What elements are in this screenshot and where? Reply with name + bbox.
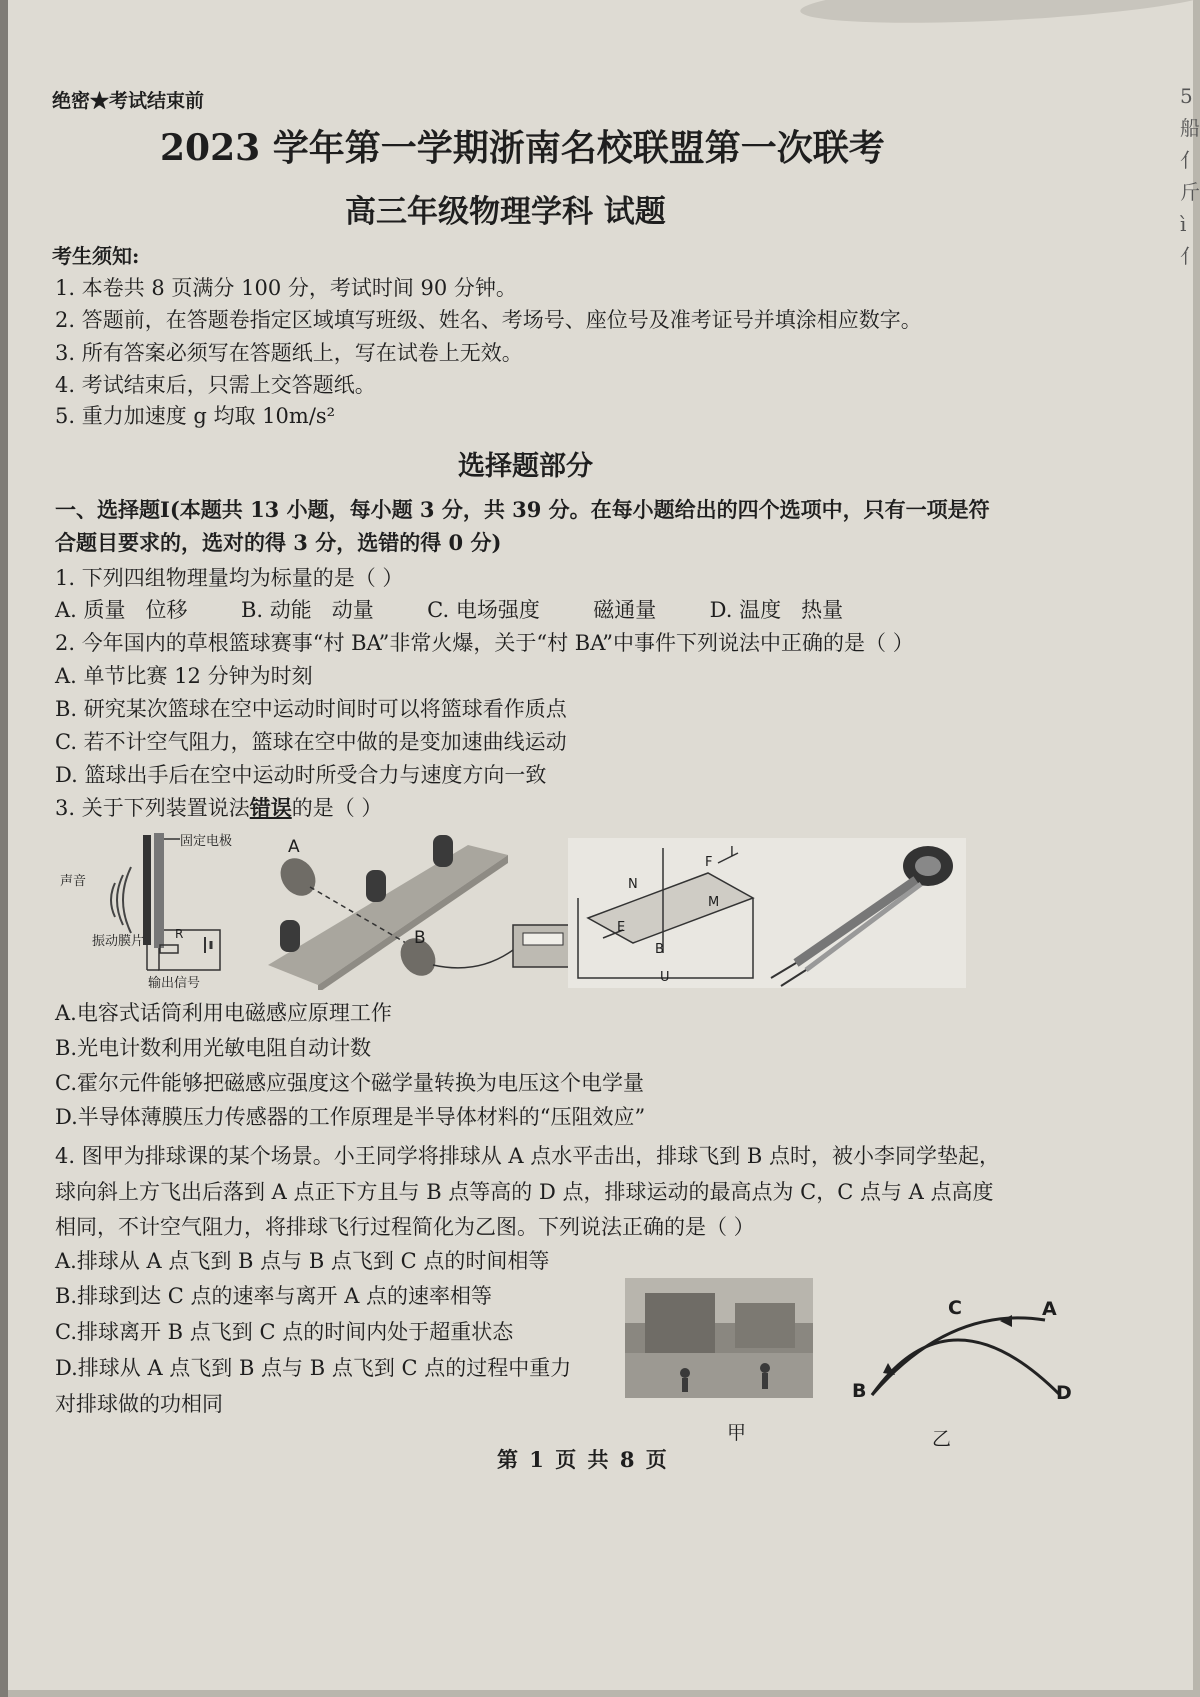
- notice-item-1: 1. 本卷共 8 页满分 100 分，考试时间 90 分钟。: [55, 276, 517, 300]
- fig3-b-label: B: [655, 942, 664, 957]
- fig2-point-b-label: B: [414, 928, 426, 948]
- part1-instructions-line1: 一、选择题Ⅰ(本题共 13 小题，每小题 3 分，共 39 分。在每小题给出的四个选项中，只有一项是符: [55, 497, 990, 522]
- exam-title: 2023 学年第一学期浙南名校联盟第一次联考: [160, 127, 885, 169]
- q3-option-a: A.电容式话筒利用电磁感应原理工作: [55, 1001, 392, 1025]
- q2-option-a: A. 单节比赛 12 分钟为时刻: [55, 664, 313, 688]
- q4-option-b: B.排球到达 C 点的速率与离开 A 点的速率相等: [55, 1284, 493, 1308]
- exam-subtitle: 高三年级物理学科 试题: [345, 194, 666, 230]
- fig1-fixed-electrode-label: 固定电极: [180, 834, 233, 849]
- q3-option-d: D.半导体薄膜压力传感器的工作原理是半导体材料的“压阻效应”: [55, 1105, 646, 1129]
- fig1-sound-label: 声音: [60, 874, 87, 889]
- page-footer: 第 1 页 共 8 页: [497, 1447, 669, 1472]
- fig3-voltage-label: U: [660, 970, 670, 985]
- q4-option-a: A.排球从 A 点飞到 B 点与 B 点飞到 C 点的时间相等: [55, 1249, 550, 1273]
- fig1-membrane-label: 振动膜片: [92, 934, 145, 949]
- fig-jia-caption: 甲: [727, 1422, 747, 1444]
- point-d-label: D: [1056, 1382, 1072, 1404]
- q4-option-d-line1: D.排球从 A 点飞到 B 点与 B 点飞到 C 点的过程中重力: [55, 1356, 572, 1380]
- hall-element-figure: [568, 838, 768, 988]
- pressure-sensor-figure: [766, 838, 966, 988]
- fig-yi-caption: 乙: [932, 1428, 952, 1450]
- fig3-e-label: E: [617, 920, 626, 935]
- section-title: 选择题部分: [458, 451, 593, 482]
- fig1-output-label: 输出信号: [148, 976, 201, 991]
- q2-option-d: D. 篮球出手后在空中运动时所受合力与速度方向一致: [55, 763, 547, 787]
- fig2-point-a-label: A: [288, 837, 300, 857]
- fig1-resistor-label: R: [175, 927, 184, 941]
- fig3-force-label: F: [705, 855, 713, 870]
- point-b-label: B: [852, 1380, 867, 1402]
- notice-heading: 考生须知:: [52, 244, 140, 268]
- q4-stem-line2: 球向斜上方飞出后落到 A 点正下方且与 B 点等高的 D 点，排球运动的最高点为 C，C 点与 A 点高度: [55, 1180, 994, 1204]
- capacitor-microphone-figure: [55, 825, 255, 990]
- scan-edge: [0, 0, 8, 1697]
- notice-item-2: 2. 答题前，在答题卷指定区域填写班级、姓名、考场号、座位号及准考证号并填涂相应数字。: [55, 308, 922, 332]
- q2-stem: 2. 今年国内的草根篮球赛事“村 BA”非常火爆，关于“村 BA”中事件下列说法中正确的是（ ）: [55, 631, 914, 655]
- confidential-label: 绝密★考试结束前: [52, 90, 205, 112]
- notice-item-3: 3. 所有答案必须写在答题纸上，写在试卷上无效。: [55, 341, 523, 365]
- q2-option-b: B. 研究某次篮球在空中运动时间时可以将篮球看作质点: [55, 697, 567, 721]
- q3-option-b: B.光电计数利用光敏电阻自动计数: [55, 1036, 372, 1060]
- fig3-current-label: I: [730, 845, 734, 860]
- q1-stem: 1. 下列四组物理量均为标量的是（ ）: [55, 566, 404, 590]
- q3-stem: 3. 关于下列装置说法错误的是（ ）: [55, 795, 383, 820]
- point-c-label: C: [948, 1297, 962, 1319]
- fig3-n-label: N: [628, 877, 638, 892]
- q4-stem-line1: 4. 图甲为排球课的某个场景。小王同学将排球从 A 点水平击出，排球飞到 B 点时，被小李同学垫起，: [55, 1144, 1001, 1168]
- q1-options: A. 质量 位移 B. 动能 动量 C. 电场强度 磁通量 D. 温度 热量: [55, 598, 844, 622]
- notice-item-4: 4. 考试结束后，只需上交答题纸。: [55, 373, 376, 397]
- notice-item-5: 5. 重力加速度 g 均取 10m/s²: [55, 404, 336, 428]
- q2-option-c: C. 若不计空气阻力，篮球在空中做的是变加速曲线运动: [55, 730, 567, 754]
- point-a-label: A: [1042, 1298, 1057, 1320]
- part1-instructions-line2: 合题目要求的，选对的得 3 分，选错的得 0 分): [55, 530, 502, 555]
- q4-option-c: C.排球离开 B 点飞到 C 点的时间内处于超重状态: [55, 1320, 514, 1344]
- fig3-m-label: M: [708, 895, 720, 910]
- q3-option-c: C.霍尔元件能够把磁感应强度这个磁学量转换为电压这个电学量: [55, 1071, 644, 1095]
- q4-option-d-line2: 对排球做的功相同: [55, 1392, 223, 1416]
- q4-stem-line3: 相同，不计空气阻力，将排球飞行过程简化为乙图。下列说法正确的是（ ）: [55, 1215, 755, 1239]
- photoelectric-counter-figure: [258, 825, 578, 990]
- volleyball-class-photo: [625, 1278, 813, 1398]
- next-page-edge: 5 船 亻 斤 ì 亻: [1180, 84, 1200, 268]
